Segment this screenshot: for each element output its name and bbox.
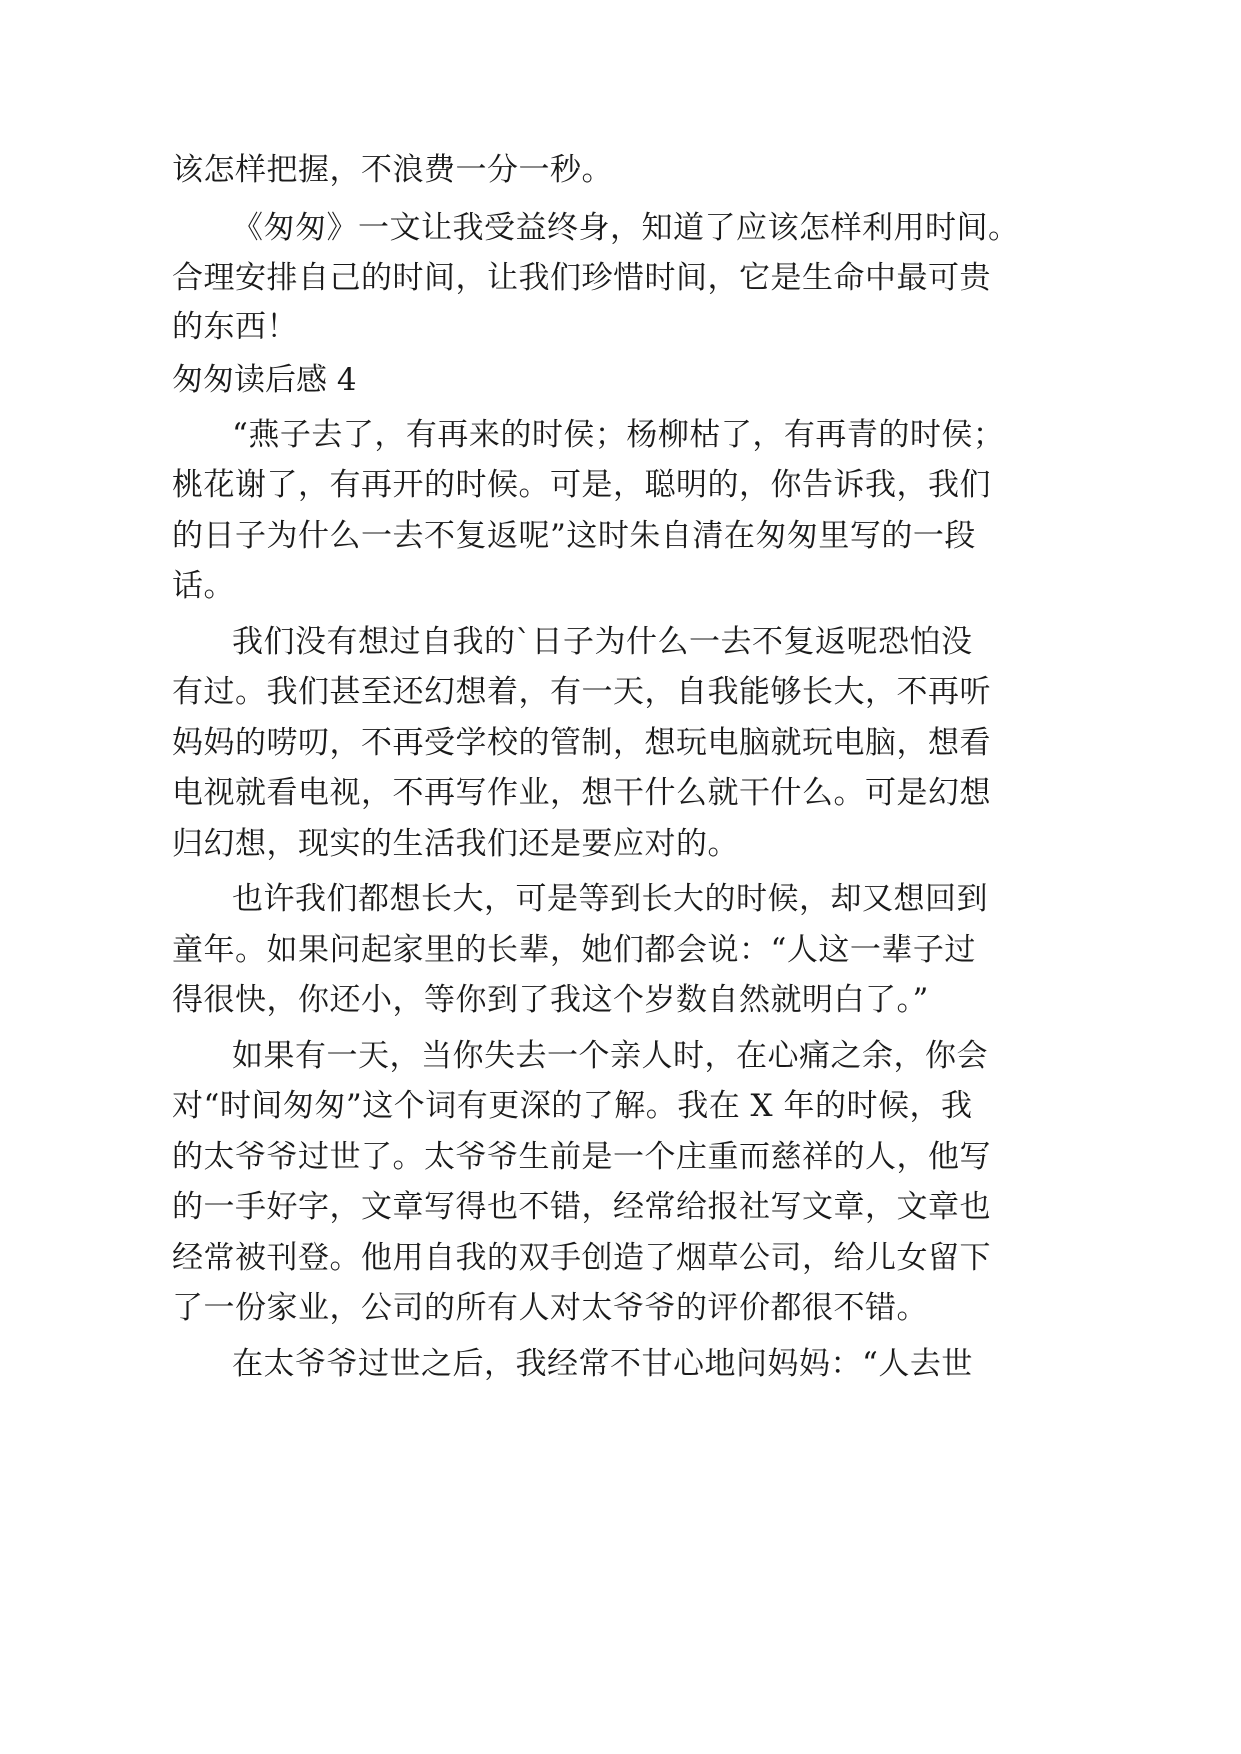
text-line: 妈妈的唠叨，不再受学校的管制，想玩电脑就玩电脑，想看 <box>172 725 991 761</box>
text-line: 我们没有想过自我的`日子为什么一去不复返呢恐怕没 <box>232 624 973 660</box>
text-line: 的一手好字，文章写得也不错，经常给报社写文章，文章也 <box>172 1189 991 1225</box>
text-line: 得很快，你还小，等你到了我这个岁数自然就明白了。” <box>172 982 929 1018</box>
text-line: 桃花谢了，有再开的时候。可是，聪明的，你告诉我，我们 <box>172 467 991 503</box>
text-line: 该怎样把握，不浪费一分一秒。 <box>172 152 613 188</box>
text-line: 电视就看电视，不再写作业，想干什么就干什么。可是幻想 <box>172 775 991 811</box>
text-line: 在太爷爷过世之后，我经常不甘心地问妈妈：“人去世 <box>232 1346 973 1382</box>
text-line: 有过。我们甚至还幻想着，有一天，自我能够长大，不再听 <box>172 674 991 710</box>
text-line: 的日子为什么一去不复返呢”这时朱自清在匆匆里写的一段 <box>172 518 976 554</box>
text-line: 话。 <box>172 568 235 604</box>
text-line: 合理安排自己的时间，让我们珍惜时间，它是生命中最可贵 <box>172 260 991 296</box>
section-heading: 匆匆读后感 4 <box>172 362 357 398</box>
text-line: 如果有一天，当你失去一个亲人时，在心痛之余，你会 <box>232 1038 988 1074</box>
text-line: “燕子去了，有再来的时侯；杨柳枯了，有再青的时侯； <box>232 417 1005 453</box>
text-line: 经常被刊登。他用自我的双手创造了烟草公司，给儿女留下 <box>172 1240 991 1276</box>
text-line: 也许我们都想长大，可是等到长大的时候，却又想回到 <box>232 881 988 917</box>
text-line: 童年。如果问起家里的长辈，她们都会说：“人这一辈子过 <box>172 932 976 968</box>
text-line: 归幻想，现实的生活我们还是要应对的。 <box>172 826 739 862</box>
text-line: 的太爷爷过世了。太爷爷生前是一个庄重而慈祥的人，他写 <box>172 1139 991 1175</box>
text-line: 对“时间匆匆”这个词有更深的了解。我在 X 年的时候，我 <box>172 1088 973 1124</box>
text-line: 《匆匆》一文让我受益终身，知道了应该怎样利用时间。 <box>232 210 1020 246</box>
text-line: 的东西！ <box>172 309 298 345</box>
text-line: 了一份家业，公司的所有人对太爷爷的评价都很不错。 <box>172 1290 928 1326</box>
